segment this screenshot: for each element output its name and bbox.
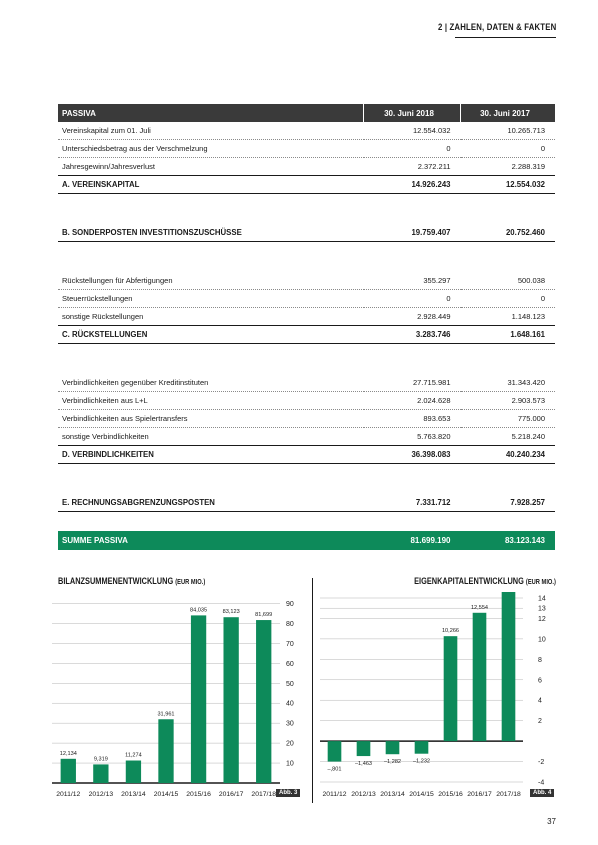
value-2018: 3.283.746 <box>364 326 461 344</box>
value-2017: 20.752.460 <box>461 224 556 242</box>
column-header-label: PASSIVA <box>58 104 364 122</box>
row-label: C. RÜCKSTELLUNGEN <box>58 326 364 344</box>
chart-divider <box>312 578 313 803</box>
value-2018: 5.763.820 <box>364 428 461 446</box>
data-label: 83,123 <box>222 609 240 616</box>
y-tick-label: 13 <box>538 605 546 613</box>
value-2017: 12.554.032 <box>461 176 556 194</box>
y-tick-label: 70 <box>286 640 294 648</box>
x-tick-label: 2014/15 <box>409 791 434 798</box>
value-2018: 355.297 <box>364 272 461 290</box>
data-label: 11,274 <box>125 752 142 759</box>
row-label: D. VERBINDLICHKEITEN <box>58 446 364 464</box>
y-tick-label: 80 <box>286 620 294 628</box>
row-label: E. RECHNUNGSABGRENZUNGSPOSTEN <box>58 494 364 512</box>
bar <box>444 636 458 741</box>
bar <box>223 617 238 783</box>
x-tick-label: 2013/14 <box>380 791 405 798</box>
value-2017: 7.928.257 <box>461 494 556 512</box>
figure-badge-4: Abb. 4 <box>530 789 554 797</box>
column-header-year: 30. Juni 2018 <box>364 104 461 122</box>
data-label: –1,463 <box>354 761 373 768</box>
row-label: A. VEREINSKAPITAL <box>58 176 364 194</box>
data-label: 10,266 <box>441 628 460 635</box>
spacer-cell <box>58 344 555 375</box>
spacer-cell <box>58 512 555 532</box>
figure-badge-3: Abb. 3 <box>276 789 300 797</box>
x-tick-label: 2011/12 <box>56 791 81 798</box>
table-row <box>58 308 555 326</box>
row-label: Unterschiedsbetrag aus der Verschmelzung <box>58 140 364 158</box>
table-row <box>58 428 555 446</box>
y-tick-label: 30 <box>286 720 294 728</box>
value-2018: 0 <box>364 290 461 308</box>
row-label: Verbindlichkeiten aus Spielertransfers <box>58 410 364 428</box>
table-spacer <box>58 512 555 532</box>
y-tick-label: 10 <box>286 760 294 768</box>
value-2017: 1.148.123 <box>461 308 556 326</box>
x-tick-label: 2015/16 <box>186 791 211 798</box>
data-label: –1,282 <box>383 759 402 766</box>
x-tick-label: 2017/18 <box>496 791 521 798</box>
value-2018: 14.926.243 <box>364 176 461 194</box>
spacer-cell <box>58 464 555 495</box>
x-tick-label: 2012/13 <box>88 791 114 798</box>
spacer-cell <box>58 194 555 225</box>
x-tick-label: 2015/16 <box>438 791 463 798</box>
page-number: 37 <box>547 817 556 826</box>
value-2018: 893.653 <box>364 410 461 428</box>
table-header-row <box>58 104 555 122</box>
subtotal-row <box>58 224 555 242</box>
bar <box>93 764 108 783</box>
data-label: 12,554 <box>470 604 489 611</box>
x-tick-label: 2016/17 <box>218 791 244 798</box>
subtotal-row <box>58 176 555 194</box>
value-2017: 775.000 <box>461 410 556 428</box>
table-row <box>58 272 555 290</box>
value-2017: 10.265.713 <box>461 122 556 140</box>
y-tick-label: 8 <box>538 656 542 664</box>
row-label: Rückstellungen für Abfertigungen <box>58 272 364 290</box>
bar <box>256 620 271 783</box>
value-2017: 0 <box>461 140 556 158</box>
bar <box>357 741 371 756</box>
bar <box>158 719 173 783</box>
x-tick-label: 2017/18 <box>251 791 277 798</box>
bar <box>415 741 429 754</box>
chart-unit: (EUR MIO.) <box>175 579 206 586</box>
value-2018: 2.372.211 <box>364 158 461 176</box>
x-tick-label: 2012/13 <box>351 791 376 798</box>
chart-eigenkapital <box>318 592 558 802</box>
x-tick-label: 2016/17 <box>467 791 492 798</box>
y-tick-label: 90 <box>286 601 294 608</box>
bar <box>473 613 487 741</box>
passiva-table <box>58 104 555 550</box>
row-label: Verbindlichkeiten gegenüber Kreditinstituten <box>58 374 364 392</box>
data-label: –1,232 <box>412 758 431 765</box>
subtotal-row <box>58 494 555 512</box>
chart-title-bilanzsumme <box>58 576 205 586</box>
table-spacer <box>58 464 555 495</box>
data-label: –,801 <box>327 766 342 773</box>
y-tick-label: 60 <box>286 660 294 668</box>
row-label: SUMME PASSIVA <box>58 531 364 550</box>
bar <box>126 761 141 783</box>
subtotal-row <box>58 446 555 464</box>
table-spacer <box>58 242 555 273</box>
value-2018: 12.554.032 <box>364 122 461 140</box>
value-2017: 5.218.240 <box>461 428 556 446</box>
bar <box>386 741 400 754</box>
table-spacer <box>58 194 555 225</box>
data-label: 84,035 <box>190 607 208 614</box>
value-2017: 1.648.161 <box>461 326 556 344</box>
row-label: B. SONDERPOSTEN INVESTITIONSZUSCHÜSSE <box>58 224 364 242</box>
bar <box>328 741 342 761</box>
bar <box>191 615 206 783</box>
value-2017: 2.903.573 <box>461 392 556 410</box>
value-2018: 0 <box>364 140 461 158</box>
table-row <box>58 290 555 308</box>
y-tick-label: 20 <box>286 740 294 748</box>
value-2018: 81.699.190 <box>364 531 461 550</box>
value-2018: 7.331.712 <box>364 494 461 512</box>
value-2018: 36.398.083 <box>364 446 461 464</box>
value-2017: 0 <box>461 290 556 308</box>
chart-title-text: BILANZSUMMENENTWICKLUNG <box>58 576 174 586</box>
row-label: Verbindlichkeiten aus L+L <box>58 392 364 410</box>
value-2018: 19.759.407 <box>364 224 461 242</box>
row-label: Steuerrückstellungen <box>58 290 364 308</box>
value-2017: 31.343.420 <box>461 374 556 392</box>
value-2017: 83.123.143 <box>461 531 556 550</box>
table-row <box>58 374 555 392</box>
y-tick-label: 2 <box>538 718 542 726</box>
y-tick-label: -4 <box>538 779 545 787</box>
bar <box>61 759 76 783</box>
data-label: 31,961 <box>157 711 175 718</box>
spacer-cell <box>58 242 555 273</box>
row-label: sonstige Rückstellungen <box>58 308 364 326</box>
value-2018: 2.928.449 <box>364 308 461 326</box>
table-row <box>58 140 555 158</box>
table-row <box>58 122 555 140</box>
value-2018: 27.715.981 <box>364 374 461 392</box>
grand-total-row <box>58 531 555 550</box>
row-label: Vereinskapital zum 01. Juli <box>58 122 364 140</box>
y-tick-label: 40 <box>286 700 294 708</box>
y-tick-label: -2 <box>538 759 545 767</box>
x-tick-label: 2011/12 <box>322 791 347 798</box>
row-label: sonstige Verbindlichkeiten <box>58 428 364 446</box>
bar <box>502 592 516 741</box>
x-tick-label: 2014/15 <box>153 791 179 798</box>
data-label: 12,134 <box>59 750 77 757</box>
table-row <box>58 410 555 428</box>
data-label: 9,319 <box>93 756 108 763</box>
y-tick-label: 14 <box>538 595 546 603</box>
value-2017: 500.038 <box>461 272 556 290</box>
y-tick-label: 12 <box>538 615 546 623</box>
chart-title-eigenkapital <box>414 576 556 586</box>
table-row <box>58 392 555 410</box>
section-header: 2 | ZAHLEN, DATEN & FAKTEN <box>437 22 556 33</box>
chart-title-text: EIGENKAPITALENTWICKLUNG <box>414 576 524 586</box>
chart-unit: (EUR MIO.) <box>526 579 556 586</box>
y-tick-label: 50 <box>286 680 294 688</box>
table-spacer <box>58 344 555 375</box>
header-rule <box>455 37 556 38</box>
y-tick-label: 6 <box>538 677 542 685</box>
chart-bilanzsumme <box>40 592 308 802</box>
y-tick-label: 10 <box>538 636 546 644</box>
data-label: 81,699 <box>255 612 273 619</box>
table-row <box>58 158 555 176</box>
value-2017: 2.288.319 <box>461 158 556 176</box>
y-tick-label: 4 <box>538 697 542 705</box>
x-tick-label: 2013/14 <box>121 791 146 798</box>
column-header-year: 30. Juni 2017 <box>461 104 556 122</box>
row-label: Jahresgewinn/Jahresverlust <box>58 158 364 176</box>
value-2018: 2.024.628 <box>364 392 461 410</box>
value-2017: 40.240.234 <box>461 446 556 464</box>
subtotal-row <box>58 326 555 344</box>
